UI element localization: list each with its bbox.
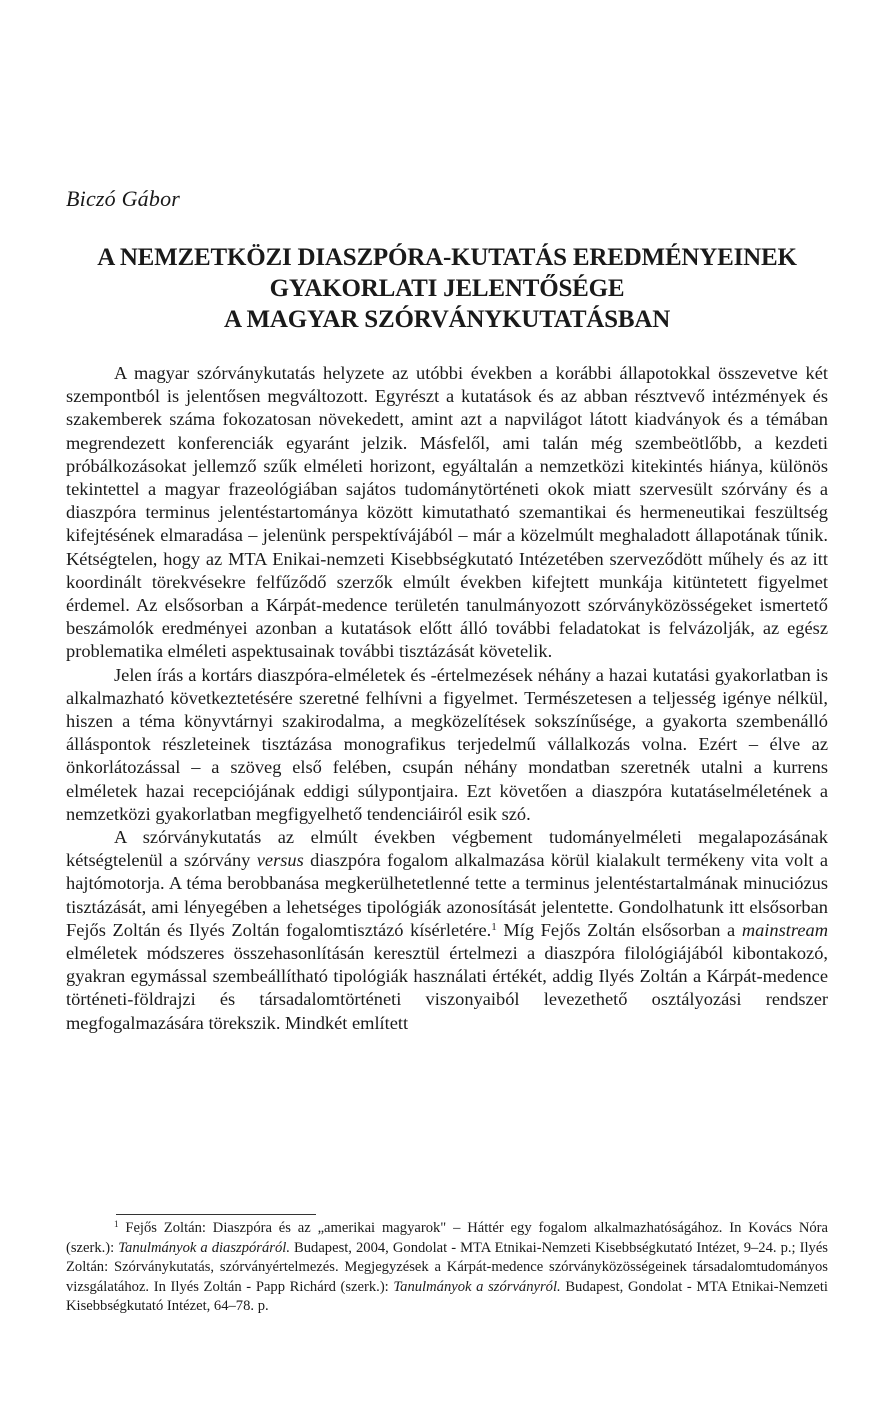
paragraph-1: A magyar szórványkutatás helyzete az utóbbi években a korábbi állapotokkal összevetve két szempontból is jelentősen megváltozott. Egyrészt a kutatások és az abban résztvevő intézmények és szakemberek száma fokozatosan növekedett, amint azt a napvilágot látott kiadványok és a témában megrendezett konferenciák egyaránt jelzik. Másfelől, ami talán még szembeötlőbb, a kezdeti próbálkozásokat jellemző szűk elméleti horizont, egyáltalán a nemzetközi kitekintés hiánya, különös tekintettel a magyar frazeológiában sajátos tudománytörténeti okok miatt szervesült szórvány és a diaszpóra terminus jelentéstartománya között kimutatható szemantikai és hermeneutikai feszültség kifejtésének elmaradása – jelenünk perspektívájából – már a közelmúlt meghaladott állapotának tűnik. Kétségtelen, hogy az MTA Enikai-nemzeti Kisebbségkutató Intézetében szerveződött műhely és az itt koordinált törekvésekre felfűződő szerzők elmúlt években kifejtett munkája kitüntetett figyelmet érdemel. Az elsősorban a Kárpát-medence területén tanulmányozott szórványközösségeket ismertető beszámolók eredményei azonban a kutatások előtt álló további feladatokat is felvázolják, az egész problematika elméleti aspektusainak további tisztázását követelik. bbox=[66, 363, 828, 662]
footnote bbox=[66, 1219, 828, 1317]
title-line-2: GYAKORLATI JELENTŐSÉGE bbox=[269, 275, 625, 302]
article-body bbox=[66, 362, 828, 1035]
italic-term: versus bbox=[256, 850, 304, 871]
paragraph-2: Jelen írás a kortárs diaszpóra-elméletek és -értelmezések néhány a hazai kutatási gyakorlatban is alkalmazható következtetésére szeretné felhívni a figyelmet. Természetesen a teljesség igénye nélkül, hiszen a téma könyvtárnyi szakirodalma, a megközelítések sokszínűsége, a gyakorta szembenálló álláspontok részleteinek tisztázása monografikus terjedelmű vállalkozás volna. Ezért – élve az önkorlátozással – a szöveg első felében, csupán néhány mondatban szeretnék utalni a kurrens elméletek hazai recepciójának eddigi súlypontjaira. Ezt követően a diaszpóra kutatáselméletének a nemzetközi gyakorlatban megfigyelhető tendenciáiról esik szó. bbox=[66, 664, 828, 824]
author-name: Biczó Gábor bbox=[66, 186, 181, 211]
italic-term: mainstream bbox=[741, 919, 828, 940]
book-title: Tanulmányok a diaszpóráról. bbox=[118, 1239, 290, 1256]
title-line-3: A MAGYAR SZÓRVÁNYKUTATÁSBAN bbox=[223, 306, 671, 333]
footnote-1: $^1$ Fejős Zoltán: Diaszpóra és az „amerikai magyarok" – Háttér egy fogalom alkalmazhatóságához. In Kovács Nóra (szerk.): Tanulmányok a diaszpóráról. Budapest, 2004, Gondolat - MTA Etnikai-Nemzeti Kisebbségkutató Intézet, 9–24. p.; Ilyés Zoltán: Szórványkutatás, szórványértelmezés. Megjegyzések a Kárpát-medence szórványközösségeinek társadalomtudományos vizsgálatához. In Ilyés Zoltán - Papp Richárd (szerk.): Tanulmányok a szórványról. Budapest, Gondolat - MTA Etnikai-Nemzeti Kisebbségkutató Intézet, 64–78. p. bbox=[66, 1219, 828, 1315]
footnote-reference: 1 bbox=[491, 920, 497, 933]
footnote-divider bbox=[116, 1214, 316, 1215]
footnote-number: 1 bbox=[114, 1219, 119, 1229]
paragraph-3: A szórványkutatás az elmúlt években végbement tudományelméleti megalapozásának kétségtelenül a szórvány versus diaszpóra fogalom alkalmazása körül kialakult termékeny vita volt a hajtómotorja. A téma berobbanása megkerülhetetlenné tette a terminus jelentéstartalmának minuciózus tisztázását, ami lényegében a lehetséges tipológiák azonosítását jelentette. Gondolhatunk itt elsősorban Fejős Zoltán és Ilyés Zoltán fogalomtisztázó kísérletére.$^1$ Míg Fejős Zoltán elsősorban a mainstream elméletek módszeres összehasonlításán keresztül értelmezi a diaszpóra filológiájából kibontakozó, gyakran egymással szembeállítható tipológiák használati értékét, addig Ilyés Zoltán a Kárpát-medence történeti-földrajzi és társadalomtörténeti viszonyaiból levezethető osztályozási rendszer megfogalmazására törekszik. Mindkét említett bbox=[66, 827, 828, 1033]
article-title bbox=[66, 242, 828, 335]
book-title: Tanulmányok a szórványról. bbox=[393, 1278, 561, 1295]
title-line-1: A NEMZETKÖZI DIASZPÓRA-KUTATÁS EREDMÉNYEINEK bbox=[97, 244, 797, 271]
